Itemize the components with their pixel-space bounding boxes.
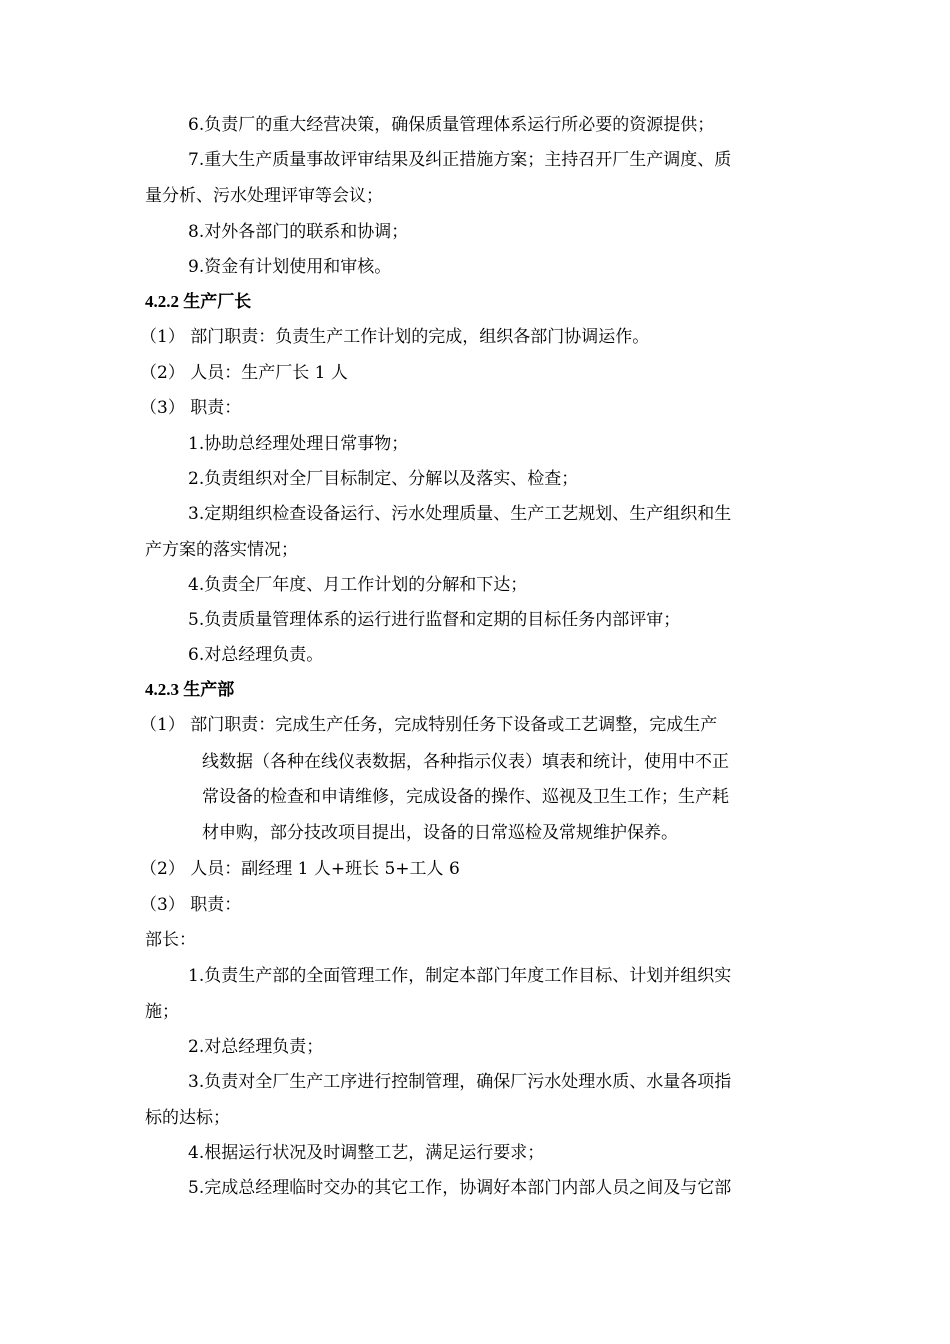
text-line: （2） 人员：生产厂长 1 人 xyxy=(140,363,348,383)
text-line: 6.对总经理负责。 xyxy=(188,645,324,665)
text-line: 6.负责厂的重大经营决策，确保质量管理体系运行所必要的资源提供； xyxy=(188,115,715,135)
text-line: 标的达标； xyxy=(145,1108,230,1128)
text-line: 1.协助总经理处理日常事物； xyxy=(188,434,409,454)
text-line: 部长： xyxy=(145,930,196,950)
section-heading: 4.2.2 生产厂长 xyxy=(145,292,252,311)
text-line: 线数据（各种在线仪表数据，各种指示仪表）填表和统计，使用中不正 xyxy=(202,752,729,772)
text-line: 1.负责生产部的全面管理工作，制定本部门年度工作目标、计划并组织实 xyxy=(188,966,732,986)
text-line: 3.负责对全厂生产工序进行控制管理，确保厂污水处理水质、水量各项指 xyxy=(188,1072,732,1092)
text-line: 4.根据运行状况及时调整工艺，满足运行要求； xyxy=(188,1143,545,1163)
text-line: （3） 职责： xyxy=(140,398,242,418)
text-line: 量分析、污水处理评审等会议； xyxy=(145,186,383,206)
text-line: 5.完成总经理临时交办的其它工作，协调好本部门内部人员之间及与它部 xyxy=(188,1178,732,1198)
text-line: 3.定期组织检查设备运行、污水处理质量、生产工艺规划、生产组织和生 xyxy=(188,504,732,524)
text-line: （3） 职责： xyxy=(140,895,242,915)
section-heading: 4.2.3 生产部 xyxy=(145,680,235,699)
text-line: （1） 部门职责：完成生产任务，完成特别任务下设备或工艺调整，完成生产 xyxy=(140,715,718,735)
text-line: 施； xyxy=(145,1002,179,1022)
text-line: 常设备的检查和申请维修，完成设备的操作、巡视及卫生工作；生产耗 xyxy=(202,787,729,807)
text-line: 产方案的落实情况； xyxy=(145,540,298,560)
text-line: 8.对外各部门的联系和协调； xyxy=(188,222,409,242)
text-line: 2.对总经理负责； xyxy=(188,1037,324,1057)
text-line: （2） 人员：副经理 1 人+班长 5+工人 6 xyxy=(140,859,460,879)
text-line: 材申购，部分技改项目提出，设备的日常巡检及常规维护保养。 xyxy=(202,823,678,843)
text-line: 9.资金有计划使用和审核。 xyxy=(188,257,392,277)
text-line: 4.负责全厂年度、月工作计划的分解和下达； xyxy=(188,575,528,595)
text-line: 2.负责组织对全厂目标制定、分解以及落实、检查； xyxy=(188,469,579,489)
text-line: 7.重大生产质量事故评审结果及纠正措施方案；主持召开厂生产调度、质 xyxy=(188,150,732,170)
text-line: 5.负责质量管理体系的运行进行监督和定期的目标任务内部评审； xyxy=(188,610,681,630)
text-line: （1） 部门职责：负责生产工作计划的完成，组织各部门协调运作。 xyxy=(140,327,650,347)
